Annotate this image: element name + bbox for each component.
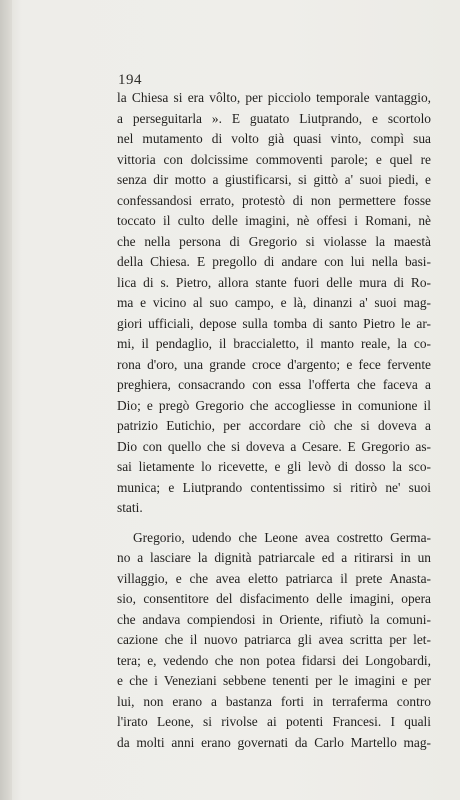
page-gutter — [0, 0, 12, 800]
text-line: sio, consentitore del disfacimento delle imagini, opera — [117, 591, 431, 606]
text-line: della Chiesa. E pregollo di andare con lui nella basi- — [117, 254, 431, 269]
text-line: rona d'oro, una grande croce d'argento; e fece fervente — [117, 356, 431, 372]
text-line: che andava compiendosi in Oriente, rifiutò la comuni- — [117, 611, 431, 627]
text-line: che nella persona di Gregorio si violasse la maestà — [117, 233, 431, 249]
text-line: toccato il culto delle imagini, nè offesi i Romani, nè — [117, 213, 431, 228]
page-number: 194 — [118, 72, 142, 88]
text-line: lica di s. Pietro, allora stante fuori delle mura di Ro- — [117, 274, 431, 290]
text-line: no a lasciare la dignità patriarcale ed a ritirarsi in un — [117, 550, 431, 565]
text-line: lui, non erano a bastanza forti in terraferma contro — [117, 693, 431, 709]
text-line: patrizio Eutichio, per accordare ciò che si doveva a — [117, 418, 431, 433]
text-line: la Chiesa si era vôlto, per picciolo temporale vantaggio, — [117, 90, 431, 105]
text-line: nel mutamento di volto già quasi vinto, compì sua — [117, 131, 431, 146]
text-line: da molti anni erano governati da Carlo Martello mag- — [117, 734, 431, 750]
text-line: sai lietamente lo ricevette, e gli levò di dosso la sco- — [117, 459, 431, 474]
text-line: giori ufficiali, depose sulla tomba di santo Pietro le ar- — [117, 315, 431, 331]
text-line: Gregorio, udendo che Leone avea costretto Germa- — [133, 529, 431, 545]
text-line: Dio; e pregò Gregorio che accogliesse in comunione il — [117, 397, 431, 413]
text-line: munica; e Liutprando contentissimo si ritirò ne' suoi — [117, 479, 431, 495]
text-line: a perseguitarla ». E guatato Liutprando, e scortolo — [117, 110, 431, 126]
text-line: vittoria con dolcissime commoventi parole; e quel re — [117, 151, 431, 167]
text-line: tera; e, vedendo che non potea fidarsi dei Longobardi, — [117, 652, 431, 668]
body-text — [117, 88, 431, 753]
text-line: senza dir motto a giustificarsi, si gittò a' suoi piedi, e — [117, 172, 431, 187]
text-line: preghiera, consacrando con essa l'offerta che faceva a — [117, 377, 431, 392]
text-line: ma e vicino al suo campo, e là, dinanzi a' suoi mag- — [117, 295, 431, 310]
text-line: e che i Veneziani sebbene tenenti per le imagini e per — [117, 673, 431, 688]
paragraph-gap — [117, 519, 431, 528]
text-line: stati. — [117, 500, 143, 515]
text-line: mi, il pendaglio, il braccialetto, il manto reale, la co- — [117, 336, 431, 351]
text-line: Dio con quello che si doveva a Cesare. E Gregorio as- — [117, 438, 431, 454]
text-line: cazione che il nuovo patriarca gli avea scritta per let- — [117, 632, 431, 647]
text-line: confessandosi errato, protestò di non permettere fosse — [117, 192, 431, 208]
text-line: villaggio, e che avea eletto patriarca il prete Anasta- — [117, 570, 431, 586]
text-line: l'irato Leone, si rivolse ai potenti Francesi. I quali — [117, 714, 431, 729]
